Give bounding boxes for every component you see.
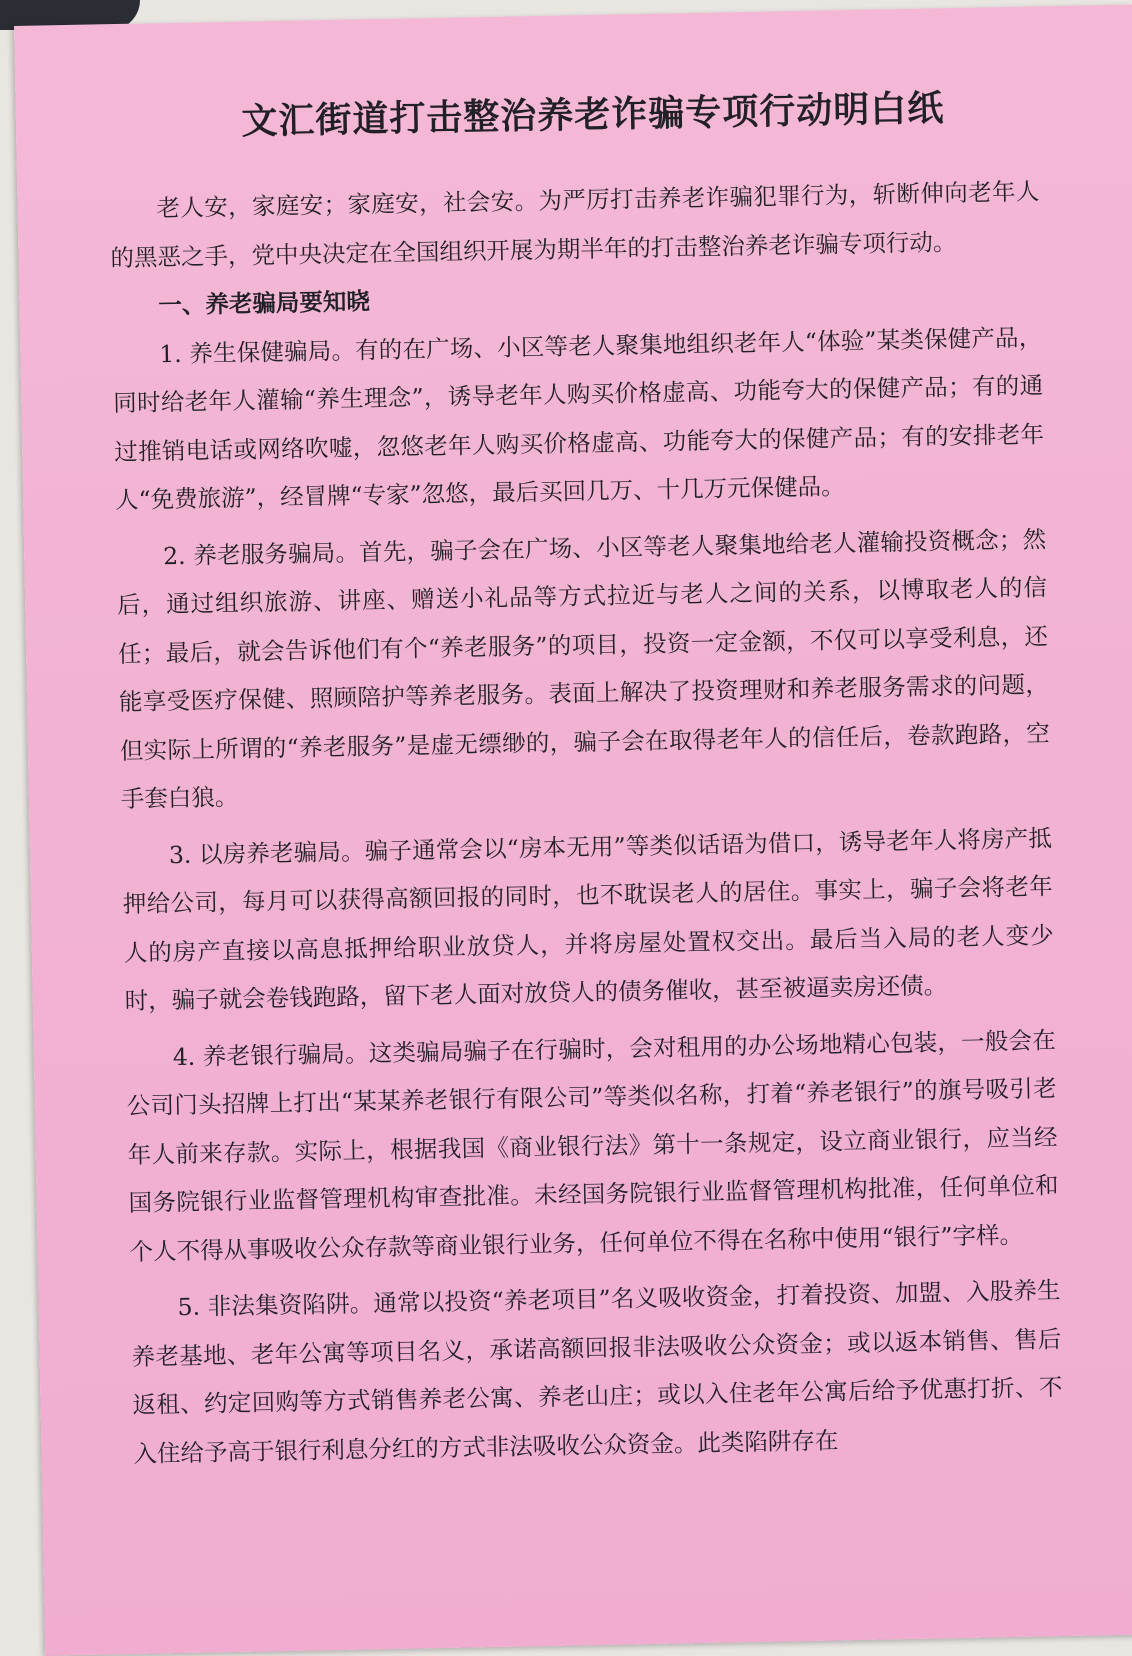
item-house-pension-scam: 3. 以房养老骗局。骗子通常会以“房本无用”等类似话语为借口，诱导老年人将房产抵押给公司，每月可以获得高额回报的同时，也不耽误老人的居住。事实上，骗子会将老年人的房产直接以高息抵押给职业放贷人，并将房屋处置权交出。最后当入局的老人变少时，骗子就会卷钱跑路，留下老人面对放贷人的债务催收，甚至被逼卖房还债。 bbox=[122, 823, 1054, 1016]
item-illegal-fundraising: 5. 非法集资陷阱。通常以投资“养老项目”名义吸收资金，打着投资、加盟、入股养生养老基地、老年公寓等项目名义，承诺高额回报非法吸收公众资金；或以返本销售、售后返租、约定回购等方式销售养老公寓、养老山庄；或以入住老年公寓后给予优惠打折、不入住给予高于银行利息分红的方式非法吸收公众资金。此类陷阱存在 bbox=[131, 1276, 1063, 1468]
item-elderly-service-scam: 2. 养老服务骗局。首先，骗子会在广场、小区等老人聚集地给老人灌输投资概念；然后，通过组织旅游、讲座、赠送小礼品等方式拉近与老人之间的关系，以博取老人的信任；最后，就会告诉他们有个“养老服务”的项目，投资一定金额，不仅可以享受利息，还能享受医疗保健、照顾陪护等养老服务。表面上解决了投资理财和养老服务需求的问题，但实际上所谓的“养老服务”是虚无缥缈的，骗子会在取得老年人的信任后，卷款跑路，空手套白狼。 bbox=[116, 524, 1051, 814]
section-heading: 一、养老骗局要知晓 bbox=[158, 287, 371, 320]
item-pension-bank-scam: 4. 养老银行骗局。这类骗局骗子在行骗时，会对租用的办公场地精心包装，一般会在公司门头招牌上打出“某某养老银行有限公司”等类似名称，打着“养老银行”的旗号吸引老年人前来存款。实际上，根据我国《商业银行法》第十一条规定，设立商业银行，应当经国务院银行业监督管理机构审查批准。未经国务院银行业监督管理机构批准，任何单位和个人不得从事吸收公众存款等商业银行业务，任何单位不得在名称中使用“银行”字样。 bbox=[126, 1025, 1059, 1266]
intro-paragraph: 老人安，家庭安；家庭安，社会安。为严厉打击养老诈骗犯罪行为，斩断伸向老年人的黑恶之手，党中央决定在全国组织开展为期半年的打击整治养老诈骗专项行动。 bbox=[110, 177, 1040, 272]
pink-paper-sheet bbox=[14, 4, 1132, 1655]
document-title: 文汇街道打击整治养老诈骗专项行动明白纸 bbox=[240, 87, 945, 143]
document-body bbox=[107, 78, 1063, 1478]
item-health-care-scam: 1. 养生保健骗局。有的在广场、小区等老人聚集地组织老年人“体验”某类保健产品，同时给老年人灌输“养生理念”，诱导老年人购买价格虚高、功能夸大的保健产品；有的通过推销电话或网络吹嘘，忽悠老年人购买价格虚高、功能夸大的保健产品；有的安排老年人“免费旅游”，经冒牌“专家”忽悠，最后买回几万、十几万元保健品。 bbox=[112, 322, 1045, 515]
